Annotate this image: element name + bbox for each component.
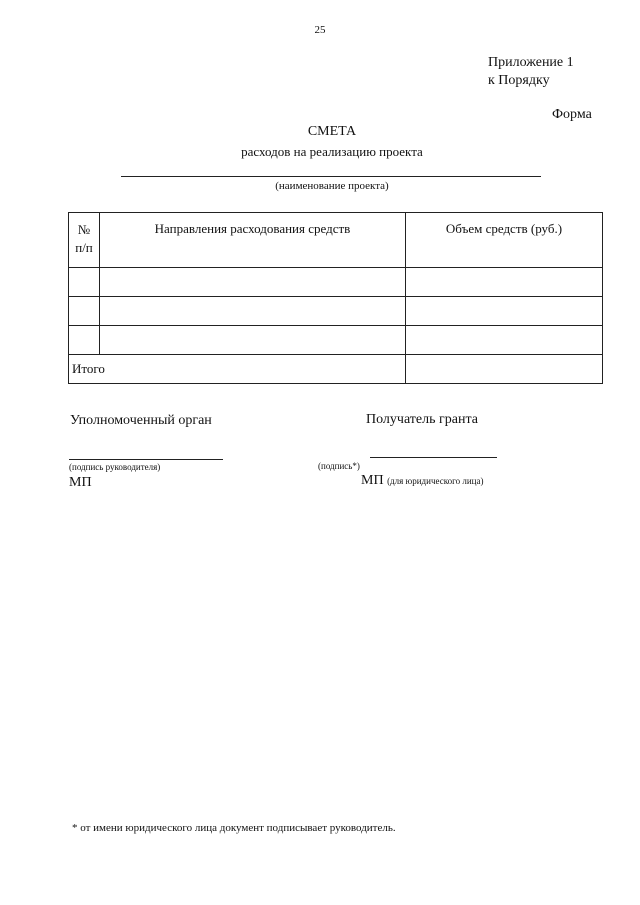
project-name-line [121,176,541,177]
table-header-row [69,213,603,268]
stamp-place-left: МП [69,475,92,490]
header-amount: Объем средств (руб.) [406,213,603,268]
stamp-place-right [361,473,483,489]
appendix-line-1: Приложение 1 [488,55,574,70]
total-row [69,355,603,384]
table-cell [406,297,603,326]
form-label: Форма [552,107,592,122]
header-number-sub: п/п [75,240,93,255]
budget-table [68,212,603,384]
document-subtitle: расходов на реализацию проекта [241,144,423,159]
table-cell [100,297,406,326]
document-title: СМЕТА [307,124,357,139]
stamp-place-label: МП [361,473,384,488]
appendix-line-2: к Порядку [488,73,550,88]
authorized-body-signature-line [69,459,223,460]
table-row [69,326,603,355]
authorized-body-label: Уполномоченный орган [70,413,212,428]
table-row [69,297,603,326]
table-cell [406,326,603,355]
grant-recipient-signature-caption: (подпись*) [318,461,360,471]
table-cell [406,268,603,297]
table-cell [69,268,100,297]
grant-recipient-label: Получатель гранта [366,412,478,427]
appendix-reference [488,54,574,90]
table-cell [100,326,406,355]
header-direction: Направления расходования средств [100,213,406,268]
header-number [69,213,100,268]
footnote: * от имени юридического лица документ подписывает руководитель. [72,822,396,834]
page-number: 25 [314,24,326,36]
stamp-place-note: (для юридического лица) [387,476,484,486]
authorized-body-signature-caption: (подпись руководителя) [69,462,161,472]
table-cell [69,326,100,355]
project-name-caption: (наименование проекта) [275,180,389,192]
header-number-symbol: № [77,222,91,237]
table-row [69,268,603,297]
grant-recipient-signature-line [370,457,497,458]
total-label: Итого [69,355,406,384]
table-cell [100,268,406,297]
table-cell [69,297,100,326]
total-amount-cell [406,355,603,384]
